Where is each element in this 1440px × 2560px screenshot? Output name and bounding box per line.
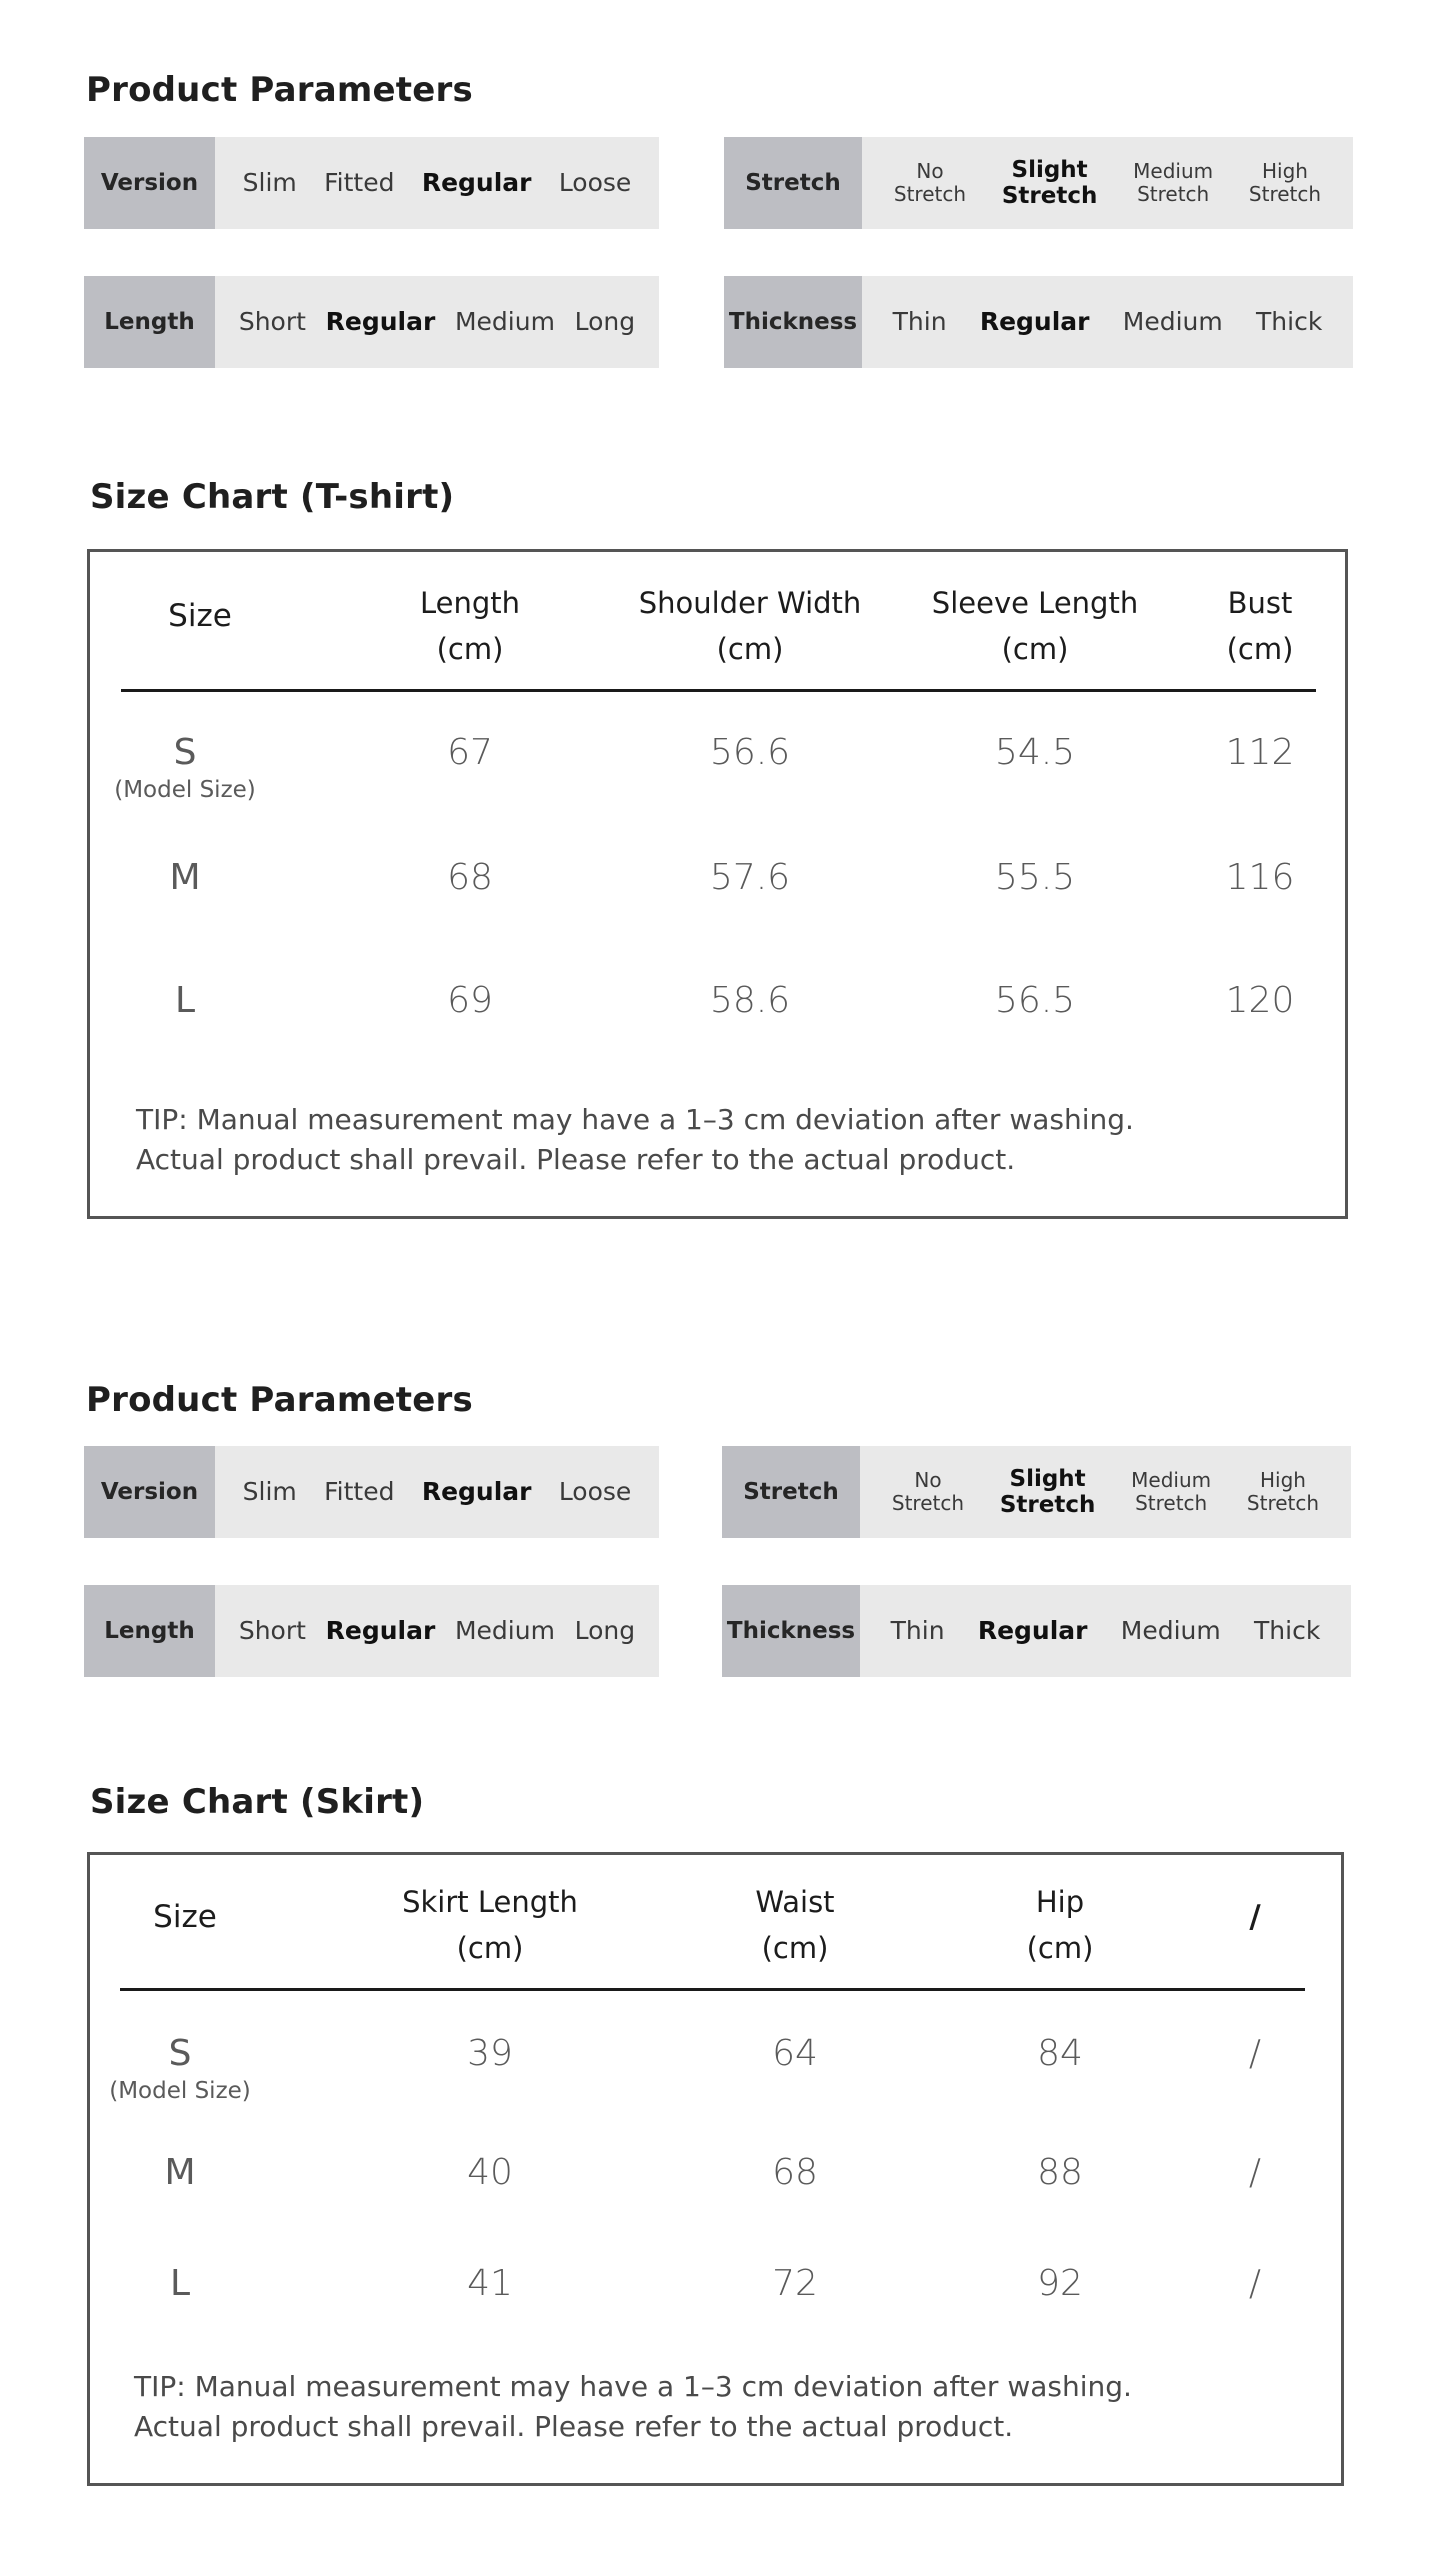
param-row-thickness-1 [724, 276, 1353, 368]
model-size-note: (Model Size) [114, 777, 256, 803]
param-option: High Stretch [1248, 159, 1322, 206]
param-option: Long [574, 306, 636, 336]
param-option: No Stretch [891, 1468, 965, 1515]
header-label: Skirt Length [402, 1885, 578, 1919]
header-unit: (cm) [761, 1931, 829, 1965]
header-label: Hip [1035, 1885, 1085, 1919]
cell-sleeve-length: 55.5 [994, 857, 1076, 898]
cell-waist: 68 [772, 2152, 818, 2193]
cell-skirt-length: 39 [467, 2033, 513, 2074]
param-option: Medium [1120, 1615, 1221, 1645]
param-option: Slim [242, 1476, 297, 1506]
header-label: Bust [1227, 586, 1293, 620]
header-divider [121, 689, 1316, 692]
param-option: Thick [1256, 306, 1323, 336]
param-label-thickness: Thickness [724, 276, 862, 368]
param-label-length: Length [84, 1585, 215, 1677]
param-option: Fitted [324, 167, 395, 197]
cell-length: 69 [447, 980, 493, 1021]
header-shoulder-width [600, 580, 900, 672]
row-size-s [90, 2033, 270, 2104]
tip-line: TIP: Manual measurement may have a 1–3 cm deviation after washing. [134, 2370, 1132, 2403]
row-size-l: L [174, 980, 196, 1021]
params-title-1: Product Parameters [86, 70, 473, 110]
cell-waist: 64 [772, 2033, 818, 2074]
param-option-selected: Regular [421, 1476, 532, 1506]
cell-empty: / [1248, 2152, 1262, 2193]
param-option-selected: Slight Stretch [999, 1465, 1096, 1518]
header-sleeve-length [900, 580, 1170, 672]
header-size: Size [153, 1899, 217, 1935]
header-unit: (cm) [1001, 632, 1069, 666]
param-option: Medium [1122, 306, 1223, 336]
param-option-selected: Regular [979, 306, 1090, 336]
param-row-length-2 [84, 1585, 659, 1677]
param-label-length: Length [84, 276, 215, 368]
header-waist [685, 1879, 905, 1971]
header-empty: / [1249, 1899, 1261, 1935]
header-size: Size [168, 598, 232, 634]
header-skirt-length [360, 1879, 620, 1971]
chart-title-skirt: Size Chart (Skirt) [90, 1782, 425, 1822]
param-options-stretch [862, 137, 1353, 229]
param-option-selected: Regular [977, 1615, 1088, 1645]
cell-waist: 72 [772, 2263, 818, 2304]
cell-length: 67 [447, 732, 493, 773]
param-option: Fitted [324, 1476, 395, 1506]
param-options-version [215, 137, 659, 229]
param-option: Loose [558, 1476, 632, 1506]
param-option-selected: Regular [325, 1615, 436, 1645]
header-unit: (cm) [1226, 632, 1294, 666]
param-option: Medium [454, 306, 555, 336]
param-option-selected: Regular [325, 306, 436, 336]
cell-hip: 92 [1037, 2263, 1083, 2304]
cell-shoulder-width: 58.6 [709, 980, 791, 1021]
param-row-stretch-1 [724, 137, 1353, 229]
param-option: Thin [892, 306, 947, 336]
param-row-length-1 [84, 276, 659, 368]
param-options-thickness [860, 1585, 1351, 1677]
param-row-version-1 [84, 137, 659, 229]
param-label-stretch: Stretch [724, 137, 862, 229]
cell-empty: / [1248, 2263, 1262, 2304]
cell-skirt-length: 40 [467, 2152, 513, 2193]
param-options-length [215, 1585, 659, 1677]
size-chart-skirt [87, 1852, 1344, 2486]
chart-title-tshirt: Size Chart (T-shirt) [90, 477, 455, 517]
param-row-thickness-2 [722, 1585, 1351, 1677]
cell-bust: 120 [1225, 980, 1295, 1021]
tip-text [134, 2367, 1132, 2447]
param-option: Medium Stretch [1133, 159, 1214, 206]
header-label: Shoulder Width [638, 586, 862, 620]
param-label-version: Version [84, 137, 215, 229]
params-title-2: Product Parameters [86, 1380, 473, 1420]
cell-hip: 88 [1037, 2152, 1083, 2193]
param-option: Medium [454, 1615, 555, 1645]
cell-hip: 84 [1037, 2033, 1083, 2074]
param-option: Thick [1254, 1615, 1321, 1645]
param-option: Loose [558, 167, 632, 197]
param-label-version: Version [84, 1446, 215, 1538]
param-option-selected: Slight Stretch [1001, 156, 1098, 209]
cell-bust: 116 [1225, 857, 1295, 898]
param-options-version [215, 1446, 659, 1538]
cell-sleeve-length: 56.5 [994, 980, 1076, 1021]
model-size-note: (Model Size) [109, 2078, 251, 2104]
header-label: Waist [755, 1885, 835, 1919]
param-options-length [215, 276, 659, 368]
param-label-stretch: Stretch [722, 1446, 860, 1538]
param-row-version-2 [84, 1446, 659, 1538]
header-bust [1170, 580, 1350, 672]
row-size-l: L [169, 2263, 191, 2304]
param-label-thickness: Thickness [722, 1585, 860, 1677]
header-hip [950, 1879, 1170, 1971]
row-size-m: M [164, 2152, 196, 2193]
param-option: Medium Stretch [1131, 1468, 1212, 1515]
tip-line: Actual product shall prevail. Please refer to the actual product. [136, 1143, 1016, 1176]
cell-skirt-length: 41 [467, 2263, 513, 2304]
tip-text [136, 1100, 1134, 1180]
header-unit: (cm) [456, 1931, 524, 1965]
param-option: Thin [890, 1615, 945, 1645]
header-label: Length [419, 586, 521, 620]
cell-sleeve-length: 54.5 [994, 732, 1076, 773]
param-option: No Stretch [893, 159, 967, 206]
header-unit: (cm) [1026, 1931, 1094, 1965]
row-size-m: M [169, 857, 201, 898]
header-length [370, 580, 570, 672]
size-chart-tshirt [87, 549, 1348, 1219]
header-divider [120, 1988, 1305, 1991]
cell-empty: / [1248, 2033, 1262, 2074]
tip-line: Actual product shall prevail. Please refer to the actual product. [134, 2410, 1014, 2443]
tip-line: TIP: Manual measurement may have a 1–3 cm deviation after washing. [136, 1103, 1134, 1136]
size-value: S [168, 2033, 192, 2074]
cell-shoulder-width: 57.6 [709, 857, 791, 898]
param-option: Slim [242, 167, 297, 197]
cell-length: 68 [447, 857, 493, 898]
cell-bust: 112 [1225, 732, 1295, 773]
param-option: Short [238, 1615, 306, 1645]
header-unit: (cm) [436, 632, 504, 666]
param-options-stretch [860, 1446, 1351, 1538]
header-label: Sleeve Length [931, 586, 1139, 620]
param-options-thickness [862, 276, 1353, 368]
param-option: Short [238, 306, 306, 336]
header-unit: (cm) [716, 632, 784, 666]
cell-shoulder-width: 56.6 [709, 732, 791, 773]
param-option-selected: Regular [421, 167, 532, 197]
size-value: S [173, 732, 197, 773]
row-size-s [90, 732, 280, 803]
param-option: High Stretch [1246, 1468, 1320, 1515]
param-row-stretch-2 [722, 1446, 1351, 1538]
param-option: Long [574, 1615, 636, 1645]
